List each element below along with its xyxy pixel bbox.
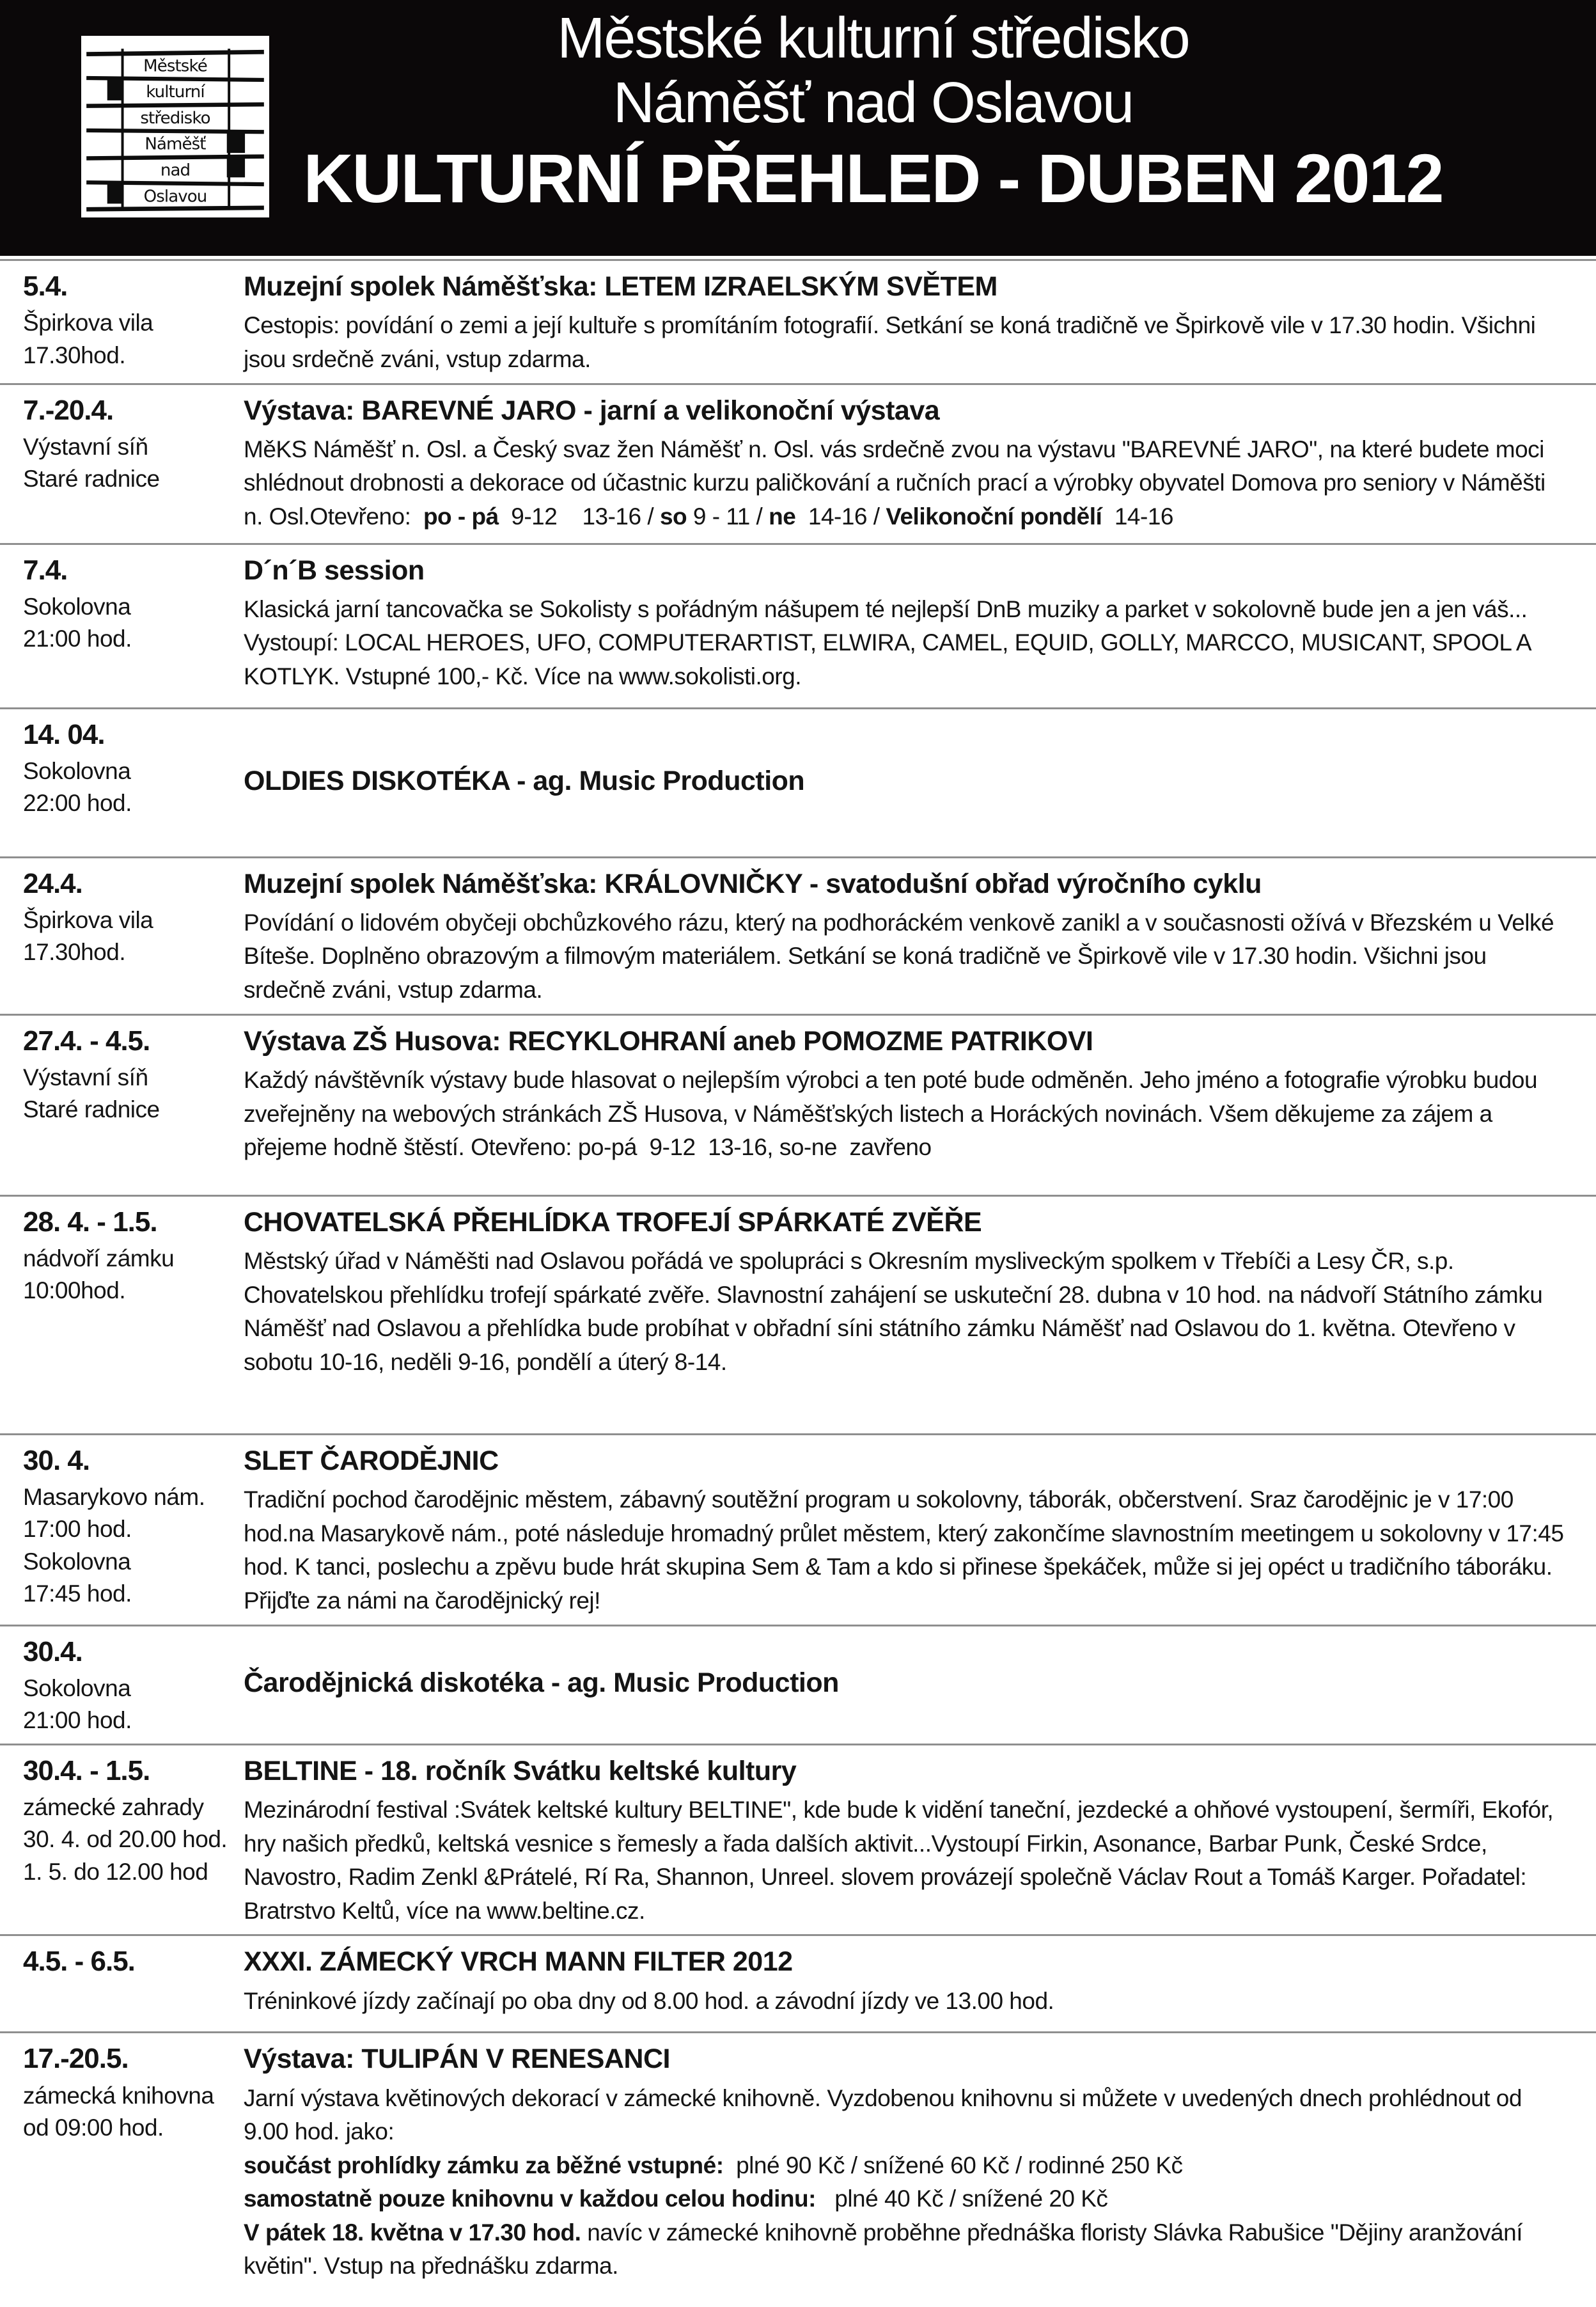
event-title: CHOVATELSKÁ PŘEHLÍDKA TROFEJÍ SPÁRKATÉ ZVĚŘE: [244, 1206, 982, 1238]
event-venue-line: Výstavní síň: [23, 433, 148, 460]
event-description-run: Klasická jarní tancovačka se Sokolisty s pořádným nášupem té nejlepší DnB muziky a parket v sokolovně bude jen a jen váš... Vystoupí: LOCAL HEROES, UFO, COMPUTERARTIST, ELWIRA, CAMEL, EQUID, GOLLY, MARCCO, MUSICANT, SPOOL A KOTLYK. Vstupné 100,- Kč. Více na www.sokolisti.org.: [244, 595, 1537, 689]
event-description-run: Povídání o lidovém obyčeji obchůzkového rázu, který na podhoráckém venkově zanikl a v současnosti ožívá v Březském u Velké Bíteše. Doplněno obrazovým a filmovým materiálem. Setkání se koná tradičně ve Špirkově vile v 17.30 hodin. Všichni jsou srdečně zváni, vstup zdarma.: [244, 909, 1560, 1003]
event-row: [0, 385, 1596, 545]
event-details: [244, 1445, 1573, 1618]
event-description-run: Jarní výstava květinových dekorací v zámecké knihovně. Vyzdobenou knihovnu si můžete v uvedených dnech prohlédnout od 9.00 hod. jako:: [244, 2084, 1528, 2145]
logo-word: Oslavou: [143, 187, 207, 207]
event-description-bold-run: samostatně pouze knihovnu v každou celou hodinu:: [244, 2185, 816, 2212]
event-details: [244, 1756, 1573, 1928]
event-description: [244, 433, 1570, 534]
event-venue-line: 17.30hod.: [23, 342, 126, 368]
event-description: [244, 2216, 1570, 2283]
header-titles: [150, 6, 1596, 216]
event-when-where: [23, 1026, 244, 1188]
event-title: SLET ČARODĚJNIC: [244, 1445, 499, 1476]
event-venue-line: 1. 5. do 12.00 hod: [23, 1858, 208, 1885]
event-date: 28. 4. - 1.5.: [23, 1206, 157, 1238]
event-when-where: [23, 1946, 244, 2025]
event-description: [244, 1793, 1570, 1928]
event-row: [0, 545, 1596, 709]
event-description-run: Mezinárodní festival :Svátek keltské kultury BELTINE", kde bude k vidění taneční, jezdecké a ohňové vystoupení, šermíři, Ekofór, hry našich předků, keltská vesnice s řemesly a řada dalších aktivit...Vystoupí Firkin, Asonance, Barbar Punk, České Srdce, Navostro, Radim Zenkl &Prátelé, Rí Ra, Shannon, Unreel. slovem provázejí společně Václav Rout a Tomáš Karger. Pořadatel: Bratrstvo Keltů, více na www.beltine.cz.: [244, 1796, 1560, 1924]
event-date: 24.4.: [23, 867, 82, 899]
event-description-run: Městský úřad v Náměšti nad Oslavou pořádá ve spolupráci s Okresním mysliveckým spolkem v Třebíči a Lesy ČR, s.p. Chovatelskou přehlídku trofejí spárkaté zvěře. Slavnostní zahájení se uskuteční 28. dubna v 10 hod. na nádvoří Státního zámku Náměšť nad Oslavou a přehlídka bude probíhat v obřadní síni státního zámku Náměšť nad Oslavou do 1. května. Otevřeno v sobotu 10-16, neděli 9-16, pondělí a úterý 8-14.: [244, 1247, 1549, 1375]
event-when-where: [23, 1756, 244, 1928]
event-title: Čarodějnická diskotéka - ag. Music Production: [244, 1667, 839, 1699]
event-description: [244, 593, 1570, 694]
event-venue-line: 10:00hod.: [23, 1277, 126, 1304]
event-venue-line: zámecké zahrady: [23, 1793, 204, 1820]
event-description: [244, 309, 1570, 376]
event-details: [244, 271, 1573, 377]
event-date: 4.5. - 6.5.: [23, 1946, 135, 1978]
event-description-run: MěKS Náměšť n. Osl. a Český svaz žen Náměšť n. Osl. vás srdečně zvou na výstavu "BAREVNÉ JARO", na které budete moci shlédnout drobnosti a dekorace od účastnic kurzu paličkování a ručních prací a výrobky obyvatel Domova pro seniory v Náměšti n. Osl.Otevřeno:: [244, 436, 1552, 530]
event-description: [244, 2182, 1570, 2216]
event-venue-line: Sokolovna: [23, 1674, 131, 1701]
event-row: [0, 261, 1596, 385]
event-venue-line: Sokolovna: [23, 1548, 131, 1575]
organization-name-line2: Náměšť nad Oslavou: [613, 70, 1134, 135]
event-row: [0, 1435, 1596, 1626]
event-row: [0, 1197, 1596, 1435]
event-title: Výstava: TULIPÁN V RENESANCI: [244, 2043, 670, 2075]
event-venue-line: 17:00 hod.: [23, 1516, 132, 1543]
event-description: [244, 1483, 1570, 1618]
event-venue-line: Staré radnice: [23, 466, 160, 492]
event-venue-line: nádvoří zámku: [23, 1245, 175, 1272]
event-description: [244, 906, 1570, 1007]
event-description-run: 9-12 13-16 /: [498, 503, 660, 530]
event-description-bold-run: so: [659, 503, 687, 530]
poster-main-title: KULTURNÍ PŘEHLED - DUBEN 2012: [303, 139, 1443, 217]
event-description-run: Tradiční pochod čarodějnic městem, zábavný soutěžní program u sokolovny, táborák, občerstvení. Sraz čarodějnic je v 17:00 hod.na Masarykově nám., poté následuje hromadný průlet městem, který zakončíme slavnostním meetingem u sokolovny v 17:45 hod. K tanci, poslechu a zpěvu bude hrát skupina Sem & Tam a kdo si přinese špekáček, může si jej opéct u tradičního táboráku. Přijďte za námi na čarodějnický rej!: [244, 1486, 1570, 1614]
event-when-where: [23, 869, 244, 1007]
event-venue-line: 21:00 hod.: [23, 626, 132, 652]
event-date: 14. 04.: [23, 718, 105, 750]
event-description: [244, 1985, 1570, 2019]
event-details: [244, 395, 1573, 537]
event-description-run: 14-16 /: [795, 503, 886, 530]
event-date: 27.4. - 4.5.: [23, 1025, 150, 1057]
event-title: Výstava: BAREVNÉ JARO - jarní a velikonoční výstava: [244, 395, 940, 426]
event-description: [244, 1064, 1570, 1165]
event-venue-line: Výstavní síň: [23, 1064, 148, 1091]
event-when-where: [23, 720, 244, 850]
event-title: Muzejní spolek Náměšťska: LETEM IZRAELSKÝM SVĚTEM: [244, 271, 997, 302]
event-description: [244, 2082, 1570, 2149]
event-description-bold-run: po - pá: [423, 503, 499, 530]
logo-word: Městské: [143, 56, 207, 76]
poster-header: [0, 0, 1596, 256]
event-description-run: Tréninkové jízdy začínají po oba dny od 8.00 hod. a závodní jízdy ve 13.00 hod.: [244, 1987, 1054, 2014]
event-when-where: [23, 1207, 244, 1427]
event-venue-line: 21:00 hod.: [23, 1707, 132, 1734]
organization-name-line1: Městské kulturní středisko: [557, 6, 1189, 70]
event-row: [0, 858, 1596, 1016]
event-details: [244, 1946, 1573, 2025]
event-description: [244, 2149, 1570, 2183]
event-date: 7.4.: [23, 554, 68, 586]
event-description-run: 9 - 11 /: [687, 503, 769, 530]
logo-word: nad: [160, 161, 191, 180]
event-description-run: Každý návštěvník výstavy bude hlasovat o nejlepším výrobci a ten poté bude odměněn. Jeho jméno a fotografie výrobku budou zveřejněny na webových stránkách ZŠ Husova, v Náměšťských listech a Horáckých novinách. Všem děkujeme za zájem a přejeme hodně štěstí. Otevřeno: po-pá 9-12 13-16, so-ne zavřeno: [244, 1066, 1544, 1161]
event-title: D´n´B session: [244, 555, 425, 586]
event-description-run: 14-16: [1102, 503, 1173, 530]
event-title: BELTINE - 18. ročník Svátku keltské kultury: [244, 1755, 797, 1786]
event-date: 30.4.: [23, 1635, 82, 1667]
event-when-where: [23, 2043, 244, 2301]
event-description-bold-run: V pátek 18. května v 17.30 hod.: [244, 2219, 581, 2246]
event-details: [244, 869, 1573, 1007]
event-venue-line: Masarykovo nám.: [23, 1483, 205, 1510]
event-description-run: navíc v zámecké knihovně proběhne přednáška floristy Slávka Rabušice "Dějiny aranžování květin". Vstup na přednášku zdarma.: [244, 2219, 1529, 2279]
event-row: [0, 2033, 1596, 2307]
event-description-bold-run: součást prohlídky zámku za běžné vstupné:: [244, 2152, 724, 2178]
event-date: 30.4. - 1.5.: [23, 1754, 150, 1786]
event-details: [244, 555, 1573, 701]
event-description-run: plné 90 Kč / snížené 60 Kč / rodinné 250 Kč: [723, 2152, 1183, 2178]
event-date: 17.-20.5.: [23, 2043, 129, 2075]
event-venue-line: od 09:00 hod.: [23, 2114, 164, 2141]
logo-word: středisko: [140, 108, 210, 128]
event-description-bold-run: ne: [769, 503, 796, 530]
event-description-run: Cestopis: povídání o zemi a její kultuře s promítáním fotografií. Setkání se koná tradičně ve Špirkově vile v 17.30 hodin. Všichni jsou srdečně zváni, vstup zdarma.: [244, 312, 1542, 372]
event-date: 7.-20.4.: [23, 394, 114, 426]
logo-word: Náměšť: [145, 134, 206, 154]
event-details: [244, 1637, 1573, 1737]
event-details: [244, 2043, 1573, 2301]
event-when-where: [23, 1637, 244, 1737]
event-date: 5.4.: [23, 271, 68, 302]
event-venue-line: Špirkova vila: [23, 906, 153, 933]
event-title: Muzejní spolek Náměšťska: KRÁLOVNIČKY - svatodušní obřad výročního cyklu: [244, 868, 1262, 899]
event-venue-line: zámecká knihovna: [23, 2082, 214, 2109]
event-details: [244, 1026, 1573, 1188]
event-venue-line: 17:45 hod.: [23, 1580, 132, 1607]
event-venue-line: Sokolovna: [23, 757, 131, 784]
event-venue-line: Špirkova vila: [23, 310, 153, 336]
event-row: [0, 1016, 1596, 1197]
event-venue-line: Sokolovna: [23, 593, 131, 620]
event-venue-line: 30. 4. od 20.00 hod.: [23, 1826, 228, 1853]
event-title: Výstava ZŠ Husova: RECYKLOHRANÍ aneb POMOZME PATRIKOVI: [244, 1025, 1093, 1057]
event-row: [0, 709, 1596, 858]
event-venue-line: Staré radnice: [23, 1096, 160, 1123]
event-when-where: [23, 555, 244, 701]
event-details: [244, 1207, 1573, 1427]
event-venue-line: 17.30hod.: [23, 939, 126, 966]
event-venue-line: 22:00 hod.: [23, 790, 132, 817]
event-when-where: [23, 271, 244, 377]
event-row: [0, 1745, 1596, 1937]
event-date: 30. 4.: [23, 1444, 90, 1476]
event-row: [0, 1626, 1596, 1745]
event-when-where: [23, 1445, 244, 1618]
logo-word: kulturní: [146, 83, 205, 102]
event-row: [0, 1936, 1596, 2033]
event-description-run: plné 40 Kč / snížené 20 Kč: [815, 2185, 1108, 2212]
event-details: [244, 720, 1573, 850]
event-when-where: [23, 395, 244, 537]
event-description-bold-run: Velikonoční pondělí: [886, 503, 1102, 530]
event-description: [244, 1245, 1570, 1379]
event-title: OLDIES DISKOTÉKA - ag. Music Production: [244, 765, 805, 796]
event-title: XXXI. ZÁMECKÝ VRCH MANN FILTER 2012: [244, 1946, 793, 1978]
events-list: [0, 259, 1596, 2307]
